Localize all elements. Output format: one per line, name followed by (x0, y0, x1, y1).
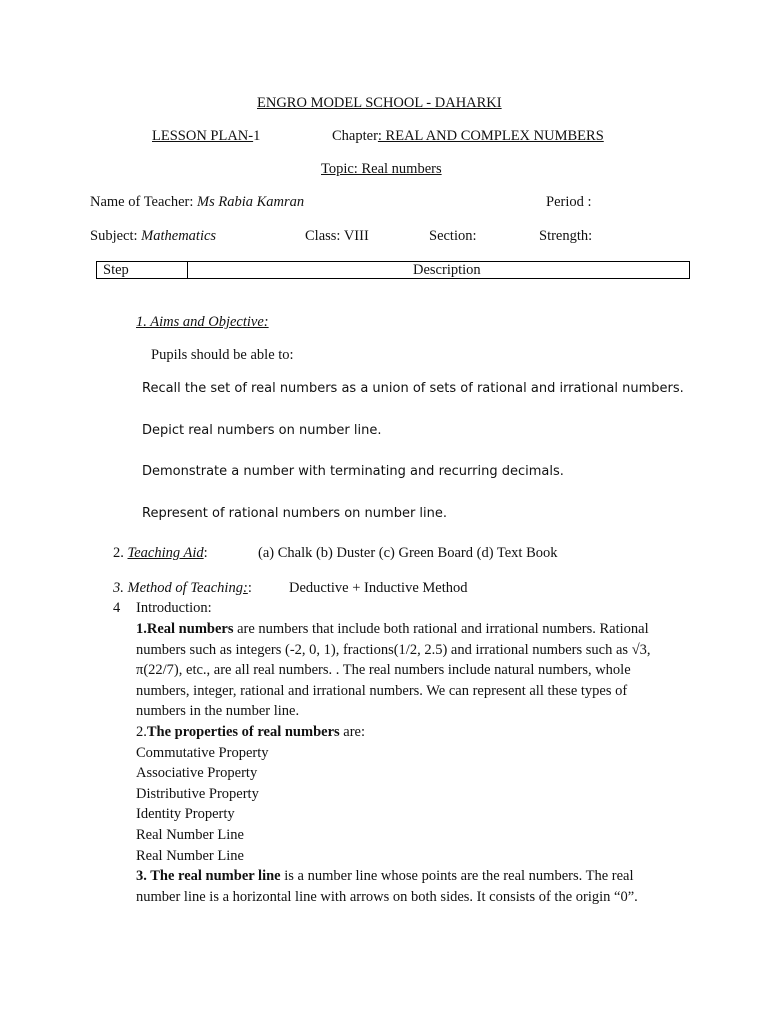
method-mark: : (242, 580, 248, 596)
period-label: Period : (546, 194, 592, 210)
chapter-value: : REAL AND COMPLEX NUMBERS (377, 128, 604, 144)
step-description-table (96, 261, 690, 279)
teaching-aid-value: (a) Chalk (b) Duster (c) Green Board (d) Text Book (258, 545, 558, 561)
subject-line (90, 228, 216, 245)
intro-paragraph-3 (136, 866, 676, 907)
intro-p2-prefix: 2. (136, 723, 147, 740)
lesson-plan-number: 1 (253, 128, 261, 144)
subject-value: Mathematics (141, 228, 217, 244)
property-item: Associative Property (136, 765, 258, 782)
method-label: 3. Method of Teaching (113, 580, 243, 596)
teaching-aid-colon: : (203, 545, 208, 561)
subject-label: Subject: (90, 228, 142, 244)
aims-intro: Pupils should be able to: (151, 347, 294, 363)
aim-item-4: Represent of rational numbers on number line. (142, 506, 448, 521)
strength-label: Strength: (539, 228, 593, 244)
intro-paragraph-2 (136, 722, 676, 743)
property-item: Identity Property (136, 806, 235, 823)
intro-p3-bold: 3. The real number line (136, 868, 281, 885)
teacher-label: Name of Teacher: (90, 194, 198, 210)
teaching-aid-label: Teaching Aid (127, 545, 204, 561)
property-item: Commutative Property (136, 744, 269, 761)
table-header-step: Step (103, 262, 129, 278)
intro-p2-bold: The properties of real numbers (146, 723, 340, 740)
teaching-aid-line (113, 545, 208, 562)
teacher-line (90, 194, 304, 211)
class-label: Class: VIII (305, 228, 369, 244)
aim-item-2: Depict real numbers on number line. (142, 423, 382, 438)
chapter-line (332, 128, 604, 145)
school-title: ENGRO MODEL SCHOOL - DAHARKI (257, 95, 502, 111)
lesson-plan-text: LESSON PLAN- (152, 128, 254, 144)
property-item: Real Number Line (136, 847, 244, 864)
intro-p1-text: are numbers that include both rational and irrational numbers. Rational numbers such as integers (-2, 0, 1), fractions(1/2, 2.5) and irrational numbers such as √3, π(22/7), etc., are all real numbers. . The real numbers include natural numbers, whole numbers, integer, rational and irrational numbers. We can represent all these types of numbers in the number line. (136, 621, 651, 720)
intro-paragraph-1 (136, 619, 676, 722)
method-value: Deductive + Inductive Method (289, 580, 468, 596)
table-divider (187, 262, 188, 278)
intro-p1-bold: 1.Real numbers (136, 621, 234, 637)
teacher-name: Ms Rabia Kamran (197, 194, 305, 210)
section-label: Section: (429, 228, 477, 244)
property-item: Distributive Property (136, 785, 259, 802)
table-header-description: Description (413, 262, 481, 278)
aims-heading: 1. Aims and Objective: (136, 314, 269, 330)
intro-label: Introduction: (136, 600, 212, 616)
lesson-plan-label (152, 128, 260, 145)
intro-p3-text: is a number line whose points are the real numbers. The real number line is a horizontal line with arrows on both sides. It consists of the origin “0”. (136, 868, 638, 905)
method-colon: : (247, 580, 252, 596)
teaching-aid-number: 2. (113, 545, 128, 561)
chapter-label: Chapter (332, 128, 378, 144)
intro-number: 4 (113, 600, 121, 616)
property-item: Real Number Line (136, 826, 244, 843)
aim-item-1: Recall the set of real numbers as a union of sets of rational and irrational numbers. (142, 381, 684, 396)
method-line (113, 580, 252, 597)
aim-item-3: Demonstrate a number with terminating and recurring decimals. (142, 464, 564, 479)
topic-line: Topic: Real numbers (321, 161, 442, 177)
intro-p2-text: are: (339, 723, 366, 740)
introduction-body (136, 619, 676, 907)
